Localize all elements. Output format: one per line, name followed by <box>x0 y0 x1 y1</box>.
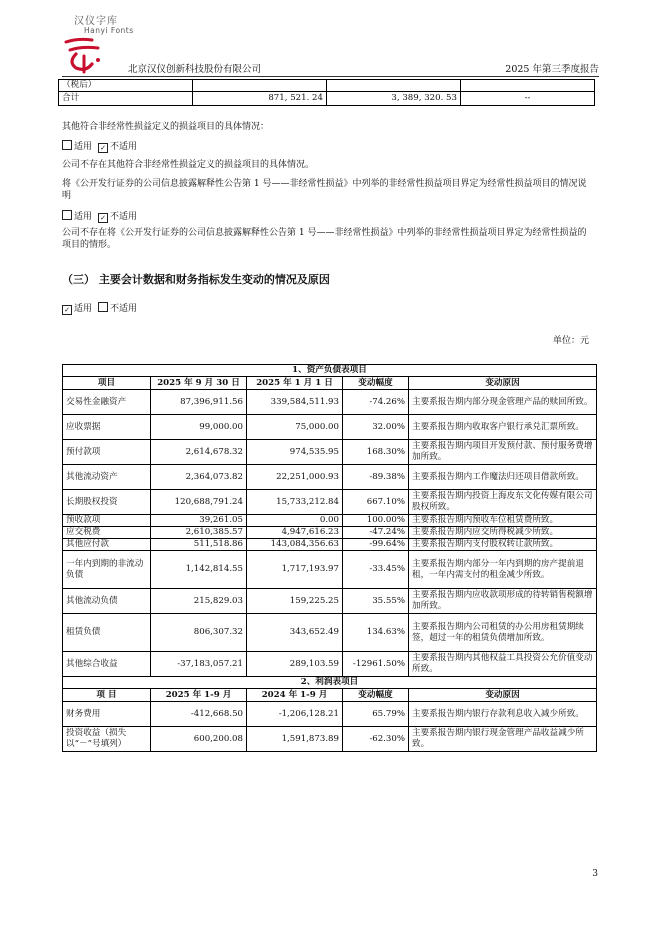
value-previous: 159,225.25 <box>247 589 343 614</box>
column-header: 项目 <box>63 377 151 390</box>
row-item: 预付款项 <box>63 440 151 465</box>
checked-box-icon: ✓ <box>98 213 108 223</box>
value-previous: 15,733,212.84 <box>247 490 343 515</box>
table-row <box>63 440 597 465</box>
change-reason: 主要系报告期内投资上海皮东文化传媒有限公司股权所致。 <box>409 490 597 515</box>
change-reason: 主要系报告期内应收款项形成的待转销售税额增加所致。 <box>409 589 597 614</box>
column-header: 2024 年 1-9 月 <box>247 689 343 702</box>
row-item: 其他综合收益 <box>63 652 151 677</box>
non-recurring-summary-table <box>58 79 595 106</box>
value-previous: 343,652.49 <box>247 614 343 652</box>
value-current: 511,518.86 <box>151 539 247 551</box>
change-reason: 主要系报告期内部分现金管理产品的赎回所致。 <box>409 390 597 415</box>
row-item: 预收款项 <box>63 515 151 527</box>
checked-box-icon: ✓ <box>98 143 108 153</box>
table-row <box>63 527 597 539</box>
table-row <box>63 390 597 415</box>
change-percent: -12961.50% <box>343 652 409 677</box>
value-current: 2,364,073.82 <box>151 465 247 490</box>
table-row <box>63 515 597 527</box>
value-previous: 1,717,193.97 <box>247 551 343 589</box>
change-percent: -74.26% <box>343 390 409 415</box>
checkbox-label: 适用 <box>74 142 93 152</box>
value-previous: 974,535.95 <box>247 440 343 465</box>
column-header: 项 目 <box>63 689 151 702</box>
row-item: 其他应付款 <box>63 539 151 551</box>
checkbox-label: 适用 <box>74 212 93 222</box>
table-row <box>63 465 597 490</box>
value-current: 2,610,385.57 <box>151 527 247 539</box>
value-previous: -1,206,128.21 <box>247 702 343 727</box>
value-current: 120,688,791.24 <box>151 490 247 515</box>
header-divider <box>62 76 599 77</box>
value-previous: 22,251,000.93 <box>247 465 343 490</box>
change-reason: 主要系报告期内支付股权转让款所致。 <box>409 539 597 551</box>
row-item: 其他流动负债 <box>63 589 151 614</box>
table-row <box>63 652 597 677</box>
change-percent: 100.00% <box>343 515 409 527</box>
change-percent: -89.38% <box>343 465 409 490</box>
note-paragraph: 公司不存在将《公开发行证券的公司信息披露解释性公告第 1 号——非经常性损益》中列举的非经常性损益项目界定为经常性损益的项目的情形。 <box>62 228 587 250</box>
change-percent: -47.24% <box>343 527 409 539</box>
column-header: 变动原因 <box>409 689 597 702</box>
row-item: 租赁负债 <box>63 614 151 652</box>
section-header-row <box>63 365 597 377</box>
change-reason: 主要系报告期内银行存款利息收入减少所致。 <box>409 702 597 727</box>
table-row <box>59 92 595 106</box>
value-current: -37,183,057.21 <box>151 652 247 677</box>
change-percent: -99.64% <box>343 539 409 551</box>
change-percent: 32.00% <box>343 415 409 440</box>
table-row <box>63 727 597 752</box>
checkbox-label: 不适用 <box>110 212 138 222</box>
page-number: 3 <box>592 869 598 879</box>
column-header-row <box>63 689 597 702</box>
change-reason: 主要系报告期内工作魔法归还项目借款所致。 <box>409 465 597 490</box>
applicability-checkboxes <box>62 210 592 223</box>
note-paragraph: 公司不存在其他符合非经常性损益定义的损益项目的具体情况。 <box>62 160 315 170</box>
applicability-checkboxes <box>62 140 592 153</box>
table-row <box>63 539 597 551</box>
table-cell <box>193 80 327 92</box>
unchecked-box-icon <box>98 302 108 312</box>
checkbox-label: 不适用 <box>110 304 138 314</box>
value-current: 600,200.08 <box>151 727 247 752</box>
change-reason: 主要系报告期内收取客户银行承兑汇票所致。 <box>409 415 597 440</box>
column-header: 2025 年 1-9 月 <box>151 689 247 702</box>
checked-box-icon: ✓ <box>62 305 72 315</box>
change-percent: -33.45% <box>343 551 409 589</box>
checkbox-label: 适用 <box>74 304 93 314</box>
value-previous: 1,591,873.89 <box>247 727 343 752</box>
change-reason: 主要系报告期内部分一年内到期的房产提前退租，一年内需支付的租金减少所致。 <box>409 551 597 589</box>
section-header: 1、资产负债表项目 <box>63 365 597 377</box>
unchecked-box-icon <box>62 140 72 150</box>
change-reason: 主要系报告期内其他权益工具投资公允价值变动所致。 <box>409 652 597 677</box>
section-header-row <box>63 677 597 689</box>
header-company-name: 北京汉仪创新科技股份有限公司 <box>128 64 262 75</box>
table-row <box>63 415 597 440</box>
table-row <box>59 80 595 92</box>
column-header-row <box>63 377 597 390</box>
hanyi-logo-mark-icon <box>62 34 114 74</box>
checkbox-label: 不适用 <box>110 142 138 152</box>
column-header: 变动幅度 <box>343 377 409 390</box>
table-cell: （税后） <box>59 80 193 92</box>
header-report-title: 2025 年第三季度报告 <box>505 64 599 75</box>
row-item: 一年内到期的非流动负债 <box>63 551 151 589</box>
table-cell <box>461 80 595 92</box>
change-reason: 主要系报告期内项目开发预付款、预付服务费增加所致。 <box>409 440 597 465</box>
change-reason: 主要系报告期内预收车位租赁费所致。 <box>409 515 597 527</box>
value-previous: 4,947,616.23 <box>247 527 343 539</box>
table-cell <box>327 80 461 92</box>
change-percent: 134.63% <box>343 614 409 652</box>
unit-label: 单位：元 <box>552 336 589 346</box>
table-row <box>63 589 597 614</box>
column-header: 变动原因 <box>409 377 597 390</box>
value-current: 99,000.00 <box>151 415 247 440</box>
table-row <box>63 614 597 652</box>
value-previous: 339,584,511.93 <box>247 390 343 415</box>
table-row <box>63 490 597 515</box>
change-reason: 主要系报告期内公司租赁的办公用房租赁期续签，超过一年的租赁负债增加所致。 <box>409 614 597 652</box>
change-reason: 主要系报告期内应交所得税减少所致。 <box>409 527 597 539</box>
financial-changes-table <box>62 364 597 752</box>
change-percent: 65.79% <box>343 702 409 727</box>
value-current: 87,396,911.56 <box>151 390 247 415</box>
table-row <box>63 702 597 727</box>
column-header: 2025 年 1 月 1 日 <box>247 377 343 390</box>
value-current: 1,142,814.55 <box>151 551 247 589</box>
row-item: 交易性金融资产 <box>63 390 151 415</box>
value-current: -412,668.50 <box>151 702 247 727</box>
logo-english-text: Hanyi Fonts <box>84 26 134 35</box>
table-cell: 871, 521. 24 <box>193 92 327 106</box>
value-current: 2,614,678.32 <box>151 440 247 465</box>
table-cell: 3, 389, 320. 53 <box>327 92 461 106</box>
value-previous: 75,000.00 <box>247 415 343 440</box>
table-cell: 合计 <box>59 92 193 106</box>
row-item: 应交税费 <box>63 527 151 539</box>
applicability-checkboxes <box>62 302 592 315</box>
row-item: 投资收益（损失以“－”号填列） <box>63 727 151 752</box>
change-percent: 667.10% <box>343 490 409 515</box>
section-title: （三） 主要会计数据和财务指标发生变动的情况及原因 <box>62 273 330 286</box>
change-percent: 168.30% <box>343 440 409 465</box>
table-row <box>63 551 597 589</box>
unchecked-box-icon <box>62 210 72 220</box>
value-current: 215,829.03 <box>151 589 247 614</box>
row-item: 其他流动资产 <box>63 465 151 490</box>
note-paragraph: 将《公开发行证券的公司信息披露解释性公告第 1 号——非经常性损益》中列举的非经常性损益项目界定为经常性损益项目的情况说明 <box>62 179 587 201</box>
change-percent: -62.30% <box>343 727 409 752</box>
value-current: 806,307.32 <box>151 614 247 652</box>
row-item: 长期股权投资 <box>63 490 151 515</box>
column-header: 2025 年 9 月 30 日 <box>151 377 247 390</box>
row-item: 财务费用 <box>63 702 151 727</box>
row-item: 应收票据 <box>63 415 151 440</box>
column-header: 变动幅度 <box>343 689 409 702</box>
change-percent: 35.55% <box>343 589 409 614</box>
change-reason: 主要系报告期内银行现金管理产品收益减少所致。 <box>409 727 597 752</box>
value-previous: 0.00 <box>247 515 343 527</box>
note-paragraph: 其他符合非经常性损益定义的损益项目的具体情况： <box>62 122 270 132</box>
logo-chinese-text: 汉仪字库 <box>74 16 118 27</box>
value-previous: 289,103.59 <box>247 652 343 677</box>
table-cell: -- <box>461 92 595 106</box>
value-current: 39,261.05 <box>151 515 247 527</box>
value-previous: 143,084,356.63 <box>247 539 343 551</box>
section-header: 2、利润表项目 <box>63 677 597 689</box>
